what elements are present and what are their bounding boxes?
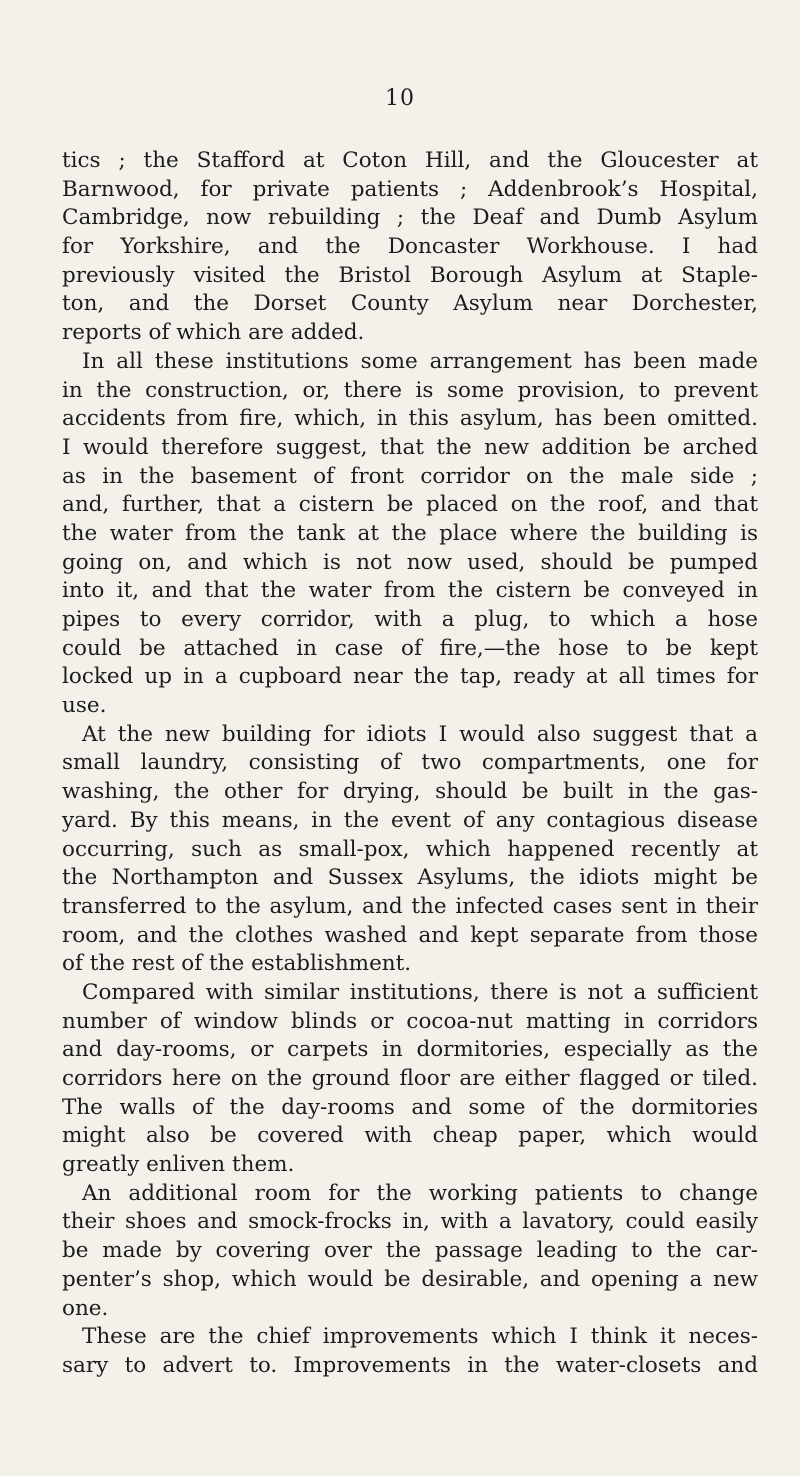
text-line: the Northampton and Sussex Asylums, the idiots might be <box>62 865 758 891</box>
text-line: yard. By this means, in the event of any contagious disease <box>62 807 758 833</box>
text-line: for Yorkshire, and the Doncaster Workhouse. I had <box>62 234 758 260</box>
text-line: previously visited the Bristol Borough Asylum at Staple- <box>62 262 758 288</box>
text-line: accidents from fire, which, in this asylum, has been omitted. <box>62 406 758 432</box>
text-line: reports of which are added. <box>62 320 365 346</box>
text-line: small laundry, consisting of two compartments, one for <box>62 750 758 776</box>
text-line: In all these institutions some arrangement has been made <box>82 348 758 374</box>
text-line: and day-rooms, or carpets in dormitories, especially as the <box>62 1037 758 1063</box>
text-line: be made by covering over the passage leading to the car- <box>62 1238 758 1264</box>
text-line: These are the chief improvements which I think it neces- <box>82 1324 758 1350</box>
text-line: might also be covered with cheap paper, which would <box>62 1123 758 1149</box>
text-line: of the rest of the establishment. <box>62 951 412 977</box>
text-line: Compared with similar institutions, there is not a sufficient <box>82 979 758 1005</box>
page-number: 10 <box>385 86 415 111</box>
text-line: ton, and the Dorset County Asylum near Dorchester, <box>62 291 758 317</box>
body-text <box>62 147 758 1381</box>
text-line: into it, and that the water from the cistern be conveyed in <box>62 578 758 604</box>
text-line: going on, and which is not now used, should be pumped <box>62 549 758 575</box>
text-line: as in the basement of front corridor on the male side ; <box>62 463 758 489</box>
text-line: The walls of the day-rooms and some of the dormitories <box>62 1094 758 1120</box>
text-line: At the new building for idiots I would also suggest that a <box>82 721 758 747</box>
text-line: corridors here on the ground floor are either flagged or tiled. <box>62 1066 758 1091</box>
text-line: the water from the tank at the place where the building is <box>62 520 758 546</box>
text-line: An additional room for the working patients to change <box>82 1180 758 1206</box>
text-line: in the construction, or, there is some provision, to prevent <box>62 377 758 403</box>
text-line: their shoes and smock-frocks in, with a lavatory, could easily <box>62 1209 758 1235</box>
text-line: one. <box>62 1295 109 1321</box>
text-line: pipes to every corridor, with a plug, to which a hose <box>62 607 758 632</box>
text-line: room, and the clothes washed and kept separate from those <box>62 922 758 948</box>
text-line: greatly enliven them. <box>62 1152 295 1178</box>
text-line: transferred to the asylum, and the infected cases sent in their <box>62 893 758 919</box>
text-line: number of window blinds or cocoa-nut matting in corridors <box>62 1008 758 1034</box>
text-line: penter’s shop, which would be desirable, and opening a new <box>62 1266 758 1292</box>
text-line: washing, the other for drying, should be built in the gas- <box>62 779 758 805</box>
text-line: occurring, such as small-pox, which happened recently at <box>62 836 758 862</box>
text-line: use. <box>62 693 107 719</box>
text-line: Cambridge, now rebuilding ; the Deaf and Dumb Asylum <box>62 205 758 231</box>
text-line: Barnwood, for private patients ; Addenbrook’s Hospital, <box>62 176 758 202</box>
text-line: and, further, that a cistern be placed on the roof, and that <box>62 492 758 518</box>
text-line: sary to advert to. Improvements in the water-closets and <box>62 1352 758 1378</box>
text-line: could be attached in case of fire,—the hose to be kept <box>62 635 758 661</box>
text-line: I would therefore suggest, that the new addition be arched <box>62 434 758 460</box>
text-line: locked up in a cupboard near the tap, ready at all times for <box>62 664 758 690</box>
text-line: tics ; the Stafford at Coton Hill, and the Gloucester at <box>62 148 758 173</box>
